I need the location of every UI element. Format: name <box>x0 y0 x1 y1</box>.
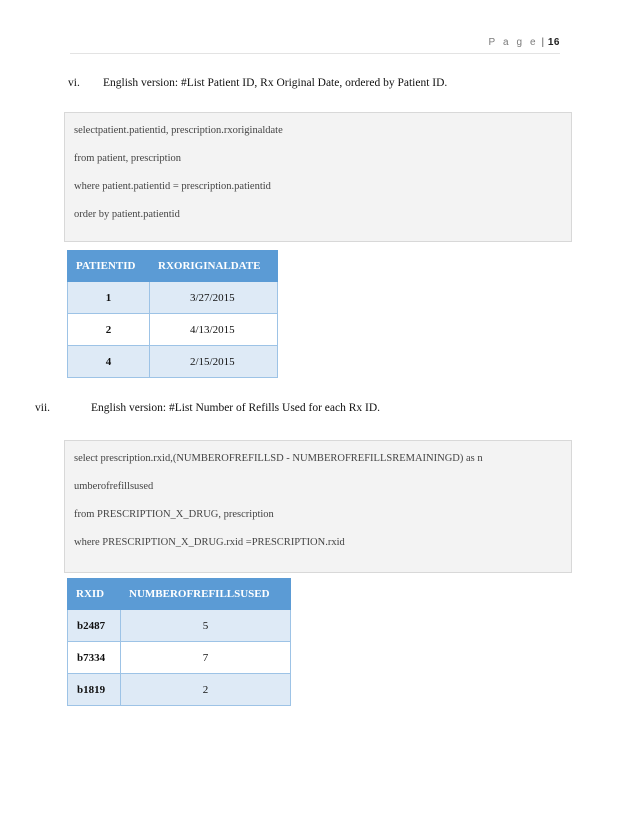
rxoriginaldate-cell: 4/13/2015 <box>150 314 278 346</box>
column-header-rxid: RXID <box>68 579 121 610</box>
code-line: from PRESCRIPTION_X_DRUG, prescription <box>74 509 274 520</box>
table-row <box>68 674 291 706</box>
patientid-cell: 4 <box>68 346 150 378</box>
page-label: P a g e <box>488 37 539 48</box>
code-line: order by patient.patientid <box>74 209 180 220</box>
code-line: where PRESCRIPTION_X_DRUG.rxid =PRESCRIPTION.rxid <box>74 537 345 548</box>
page-separator: | <box>541 37 545 48</box>
column-header-patientid: PATIENTID <box>68 251 150 282</box>
section-vi-heading <box>68 77 568 93</box>
rx-refills-table <box>67 578 291 706</box>
code-line: where patient.patientid = prescription.patientid <box>74 181 271 192</box>
patientid-cell: 2 <box>68 314 150 346</box>
section-vi-number: vi. <box>68 77 80 89</box>
rxid-cell: b1819 <box>68 674 121 706</box>
refills-used-cell: 5 <box>121 610 291 642</box>
rxoriginaldate-cell: 2/15/2015 <box>150 346 278 378</box>
section-vi-text: English version: #List Patient ID, Rx Original Date, ordered by Patient ID. <box>103 77 448 89</box>
code-line: from patient, prescription <box>74 153 182 164</box>
rxid-cell: b2487 <box>68 610 121 642</box>
refills-used-cell: 2 <box>121 674 291 706</box>
code-line: umberofrefillsused <box>74 481 154 492</box>
code-line: select prescription.rxid,(NUMBEROFREFILLSD - NUMBEROFREFILLSREMAININGD) as n <box>74 453 483 464</box>
section-vi-code-block <box>64 112 572 242</box>
rxid-cell: b7334 <box>68 642 121 674</box>
column-header-numberofrefillsused: NUMBEROFREFILLSUSED <box>121 579 291 610</box>
page-header <box>488 37 560 48</box>
patient-rx-table <box>67 250 278 378</box>
header-rule <box>70 53 560 54</box>
table-row <box>68 346 278 378</box>
table-row <box>68 282 278 314</box>
table-row <box>68 642 291 674</box>
table-row <box>68 314 278 346</box>
patientid-cell: 1 <box>68 282 150 314</box>
table-header-row <box>68 251 278 282</box>
column-header-rxoriginaldate: RXORIGINALDATE <box>150 251 278 282</box>
section-vii-number: vii. <box>35 402 51 414</box>
section-vii-heading <box>35 402 555 418</box>
table-row <box>68 610 291 642</box>
section-vii-text: English version: #List Number of Refills Used for each Rx ID. <box>91 402 381 414</box>
table-header-row <box>68 579 291 610</box>
section-vii-code-block <box>64 440 572 573</box>
rxoriginaldate-cell: 3/27/2015 <box>150 282 278 314</box>
page-number: 16 <box>547 37 560 48</box>
refills-used-cell: 7 <box>121 642 291 674</box>
code-line: selectpatient.patientid, prescription.rxoriginaldate <box>74 125 283 136</box>
